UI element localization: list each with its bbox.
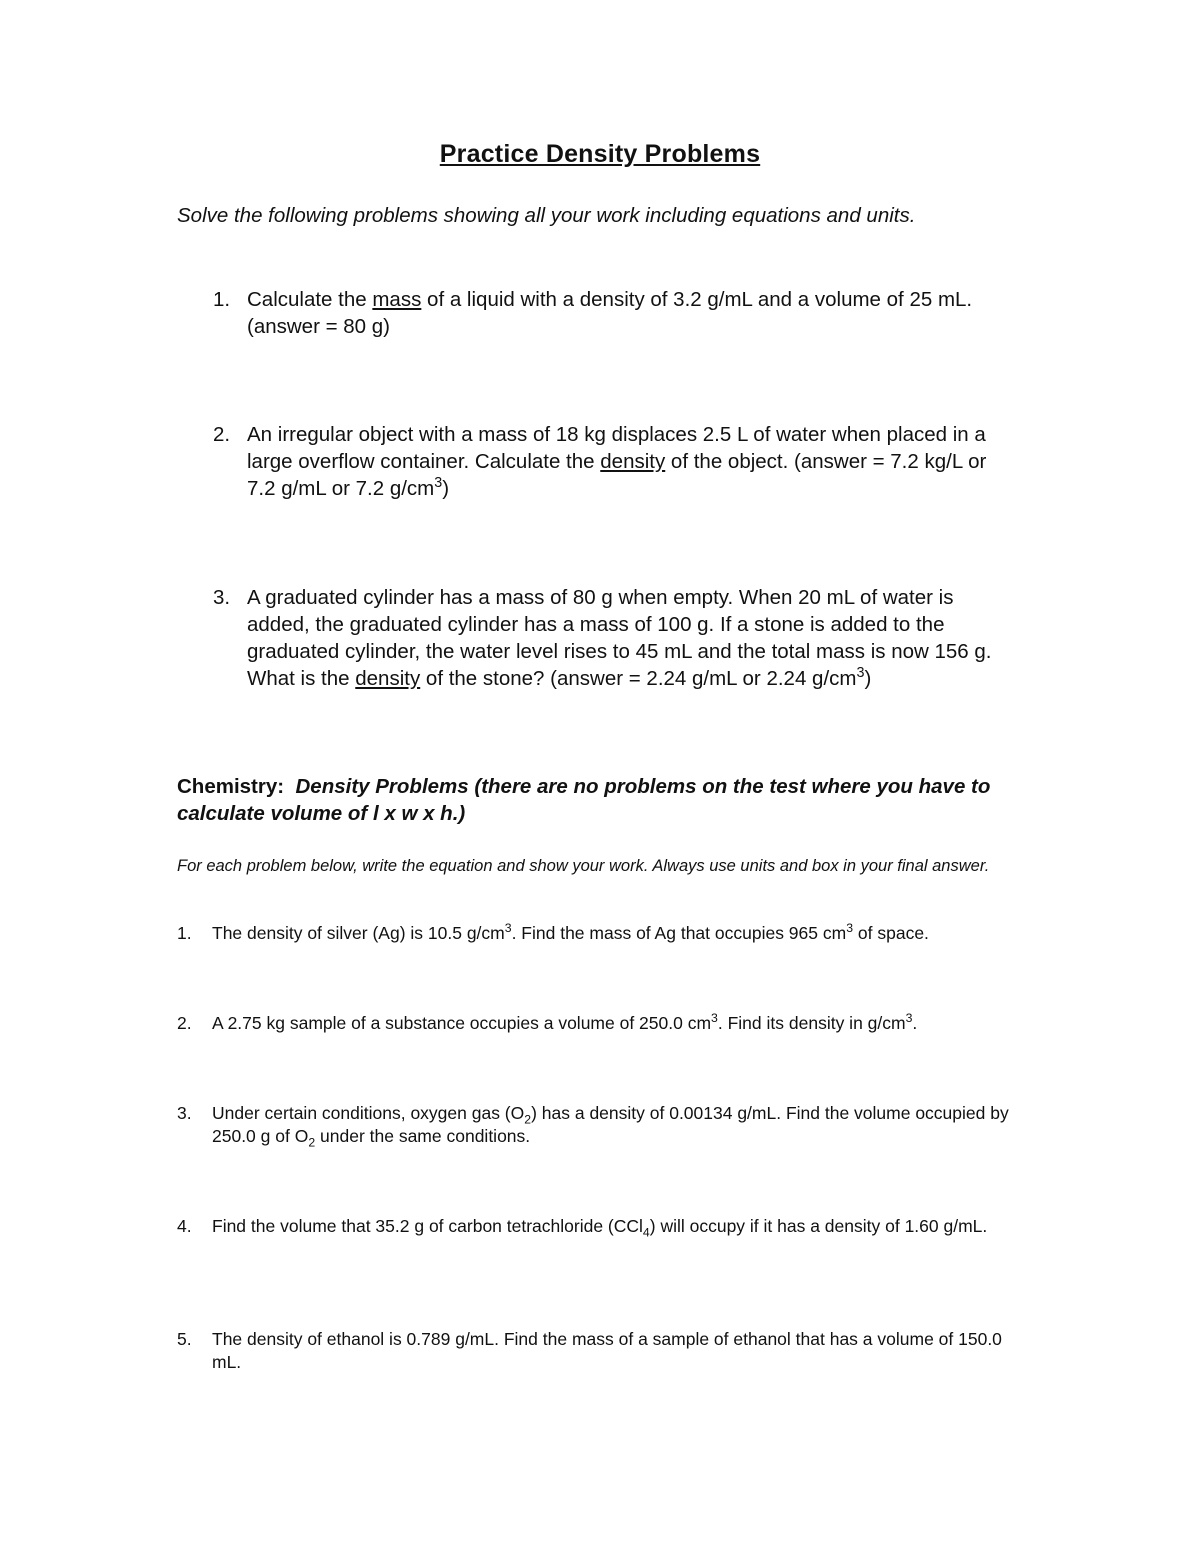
- problem-number: 2.: [177, 1013, 192, 1033]
- problem-number: 4.: [177, 1216, 192, 1236]
- underlined-term: density: [600, 450, 666, 473]
- underlined-term: mass: [372, 288, 422, 311]
- problem-text: A graduated cylinder has a mass of 80 g when empty. When 20 mL of water is added, the graduated cylinder has a mass of 100 g. If a stone is added to the graduated cylinder, the water level rises to 45 mL and the total mass is now 156 g. What is the density of the stone? (answer = 2.24 g/mL or 2.24 $g/cm^3$): [247, 586, 992, 690]
- problem-text: The density of silver (Ag) is 10.5 $g/cm^3$. Find the mass of Ag that occupies 965 $cm^3$ of space.: [212, 921, 929, 943]
- underlined-term: density: [355, 667, 421, 690]
- chemistry-heading: [177, 773, 1037, 827]
- problem-number: 3.: [213, 586, 231, 609]
- problem-number: 3.: [177, 1103, 192, 1123]
- problem-text: Calculate the mass of a liquid with a density of 3.2 g/mL and a volume of 25 mL. (answer = 80 g): [247, 288, 973, 338]
- problem-text: The density of ethanol is 0.789 g/mL. Find the mass of a sample of ethanol that has a volume of 150.0 mL.: [212, 1329, 1002, 1372]
- intro-instructions: Solve the following problems showing all your work including equations and units.: [177, 204, 916, 227]
- chemistry-title: Density Problems (there are no problems on the test where you have to calculate volume of l x w x h.): [177, 775, 991, 825]
- problem-text: Find the volume that 35.2 g of carbon tetrachloride (CCl$_4$) will occupy if it has a density of 1.60 g/mL.: [212, 1216, 988, 1240]
- section-instructions: For each problem below, write the equation and show your work. Always use units and box in your final answer.: [177, 857, 990, 875]
- problem-text: An irregular object with a mass of 18 kg displaces 2.5 L of water when placed in a large overflow container. Calculate the density of the object. (answer = 7.2 kg/L or 7.2 g/mL or 7.2 $g/cm^3$): [247, 423, 987, 500]
- chemistry-label: Chemistry:: [177, 775, 285, 798]
- problem-text: A 2.75 kg sample of a substance occupies a volume of 250.0 $cm^3$. Find its density in $g/cm^3$.: [212, 1011, 918, 1033]
- page-title: Practice Density Problems: [439, 140, 761, 168]
- problem-number: 5.: [177, 1329, 192, 1349]
- problem-number: 2.: [213, 423, 231, 446]
- problem-text: Under certain conditions, oxygen gas $(O_2)$ has a density of 0.00134 g/mL. Find the volume occupied by 250.0 g of $O_2$ under the same conditions.: [212, 1103, 1009, 1150]
- problem-number: 1.: [177, 923, 192, 943]
- problem-number: 1.: [213, 288, 231, 311]
